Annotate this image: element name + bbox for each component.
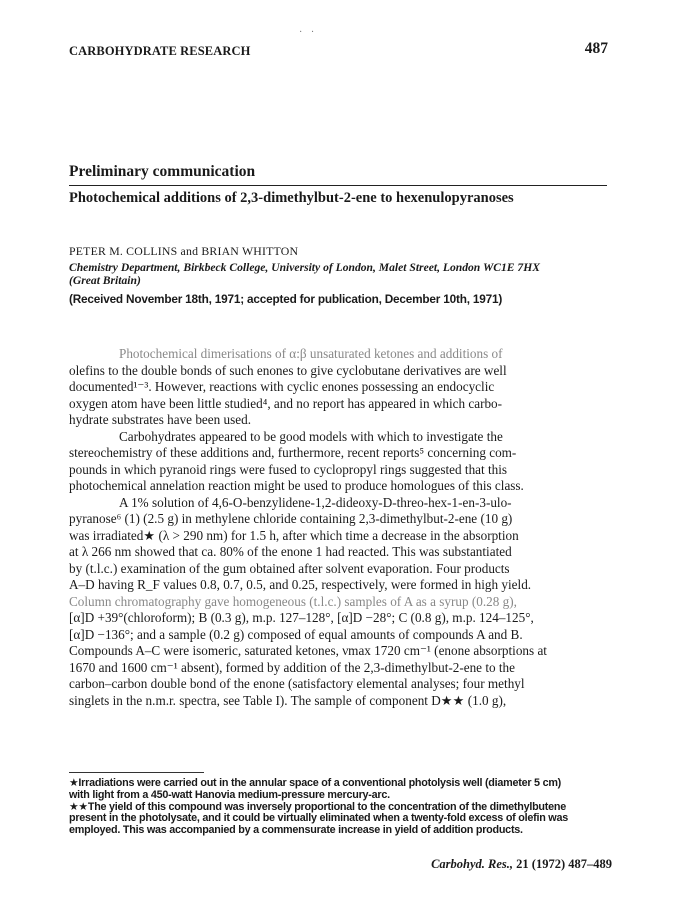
body-line: Photochemical dimerisations of α:β unsaturated ketones and additions of xyxy=(119,346,503,361)
running-header-journal: CARBOHYDRATE RESEARCH xyxy=(69,44,251,58)
body-line: Column chromatography gave homogeneous (t.l.c.) samples of A as a syrup (0.28 g), xyxy=(69,593,517,609)
body-line: documented¹⁻³. However, reactions with cyclic enones possessing an endocyclic xyxy=(69,379,495,394)
received-dates: (Received November 18th, 1971; accepted for publication, December 10th, 1971) xyxy=(69,292,503,306)
body-line: Compounds A–C were isomeric, saturated ketones, νmax 1720 cm⁻¹ (enone absorptions at xyxy=(69,643,547,658)
scan-speck: · · xyxy=(299,27,318,38)
citation-volume-pages: 21 (1972) 487–489 xyxy=(516,857,612,871)
body-line: Carbohydrates appeared to be good models with which to investigate the xyxy=(119,428,503,444)
author-affiliation xyxy=(69,262,614,287)
footnote-line: employed. This was accompanied by a commensurate increase in yield of addition products. xyxy=(69,824,523,837)
body-line: at λ 266 nm showed that ca. 80% of the enone 1 had reacted. This was substantiated xyxy=(69,544,512,559)
affiliation-line: Chemistry Department, Birkbeck College, University of London, Malet Street, London WC1E 7HX xyxy=(69,261,540,274)
body-line: carbon–carbon double bond of the enone (satisfactory elemental analyses; four methyl xyxy=(69,676,525,691)
running-header-page-number: 487 xyxy=(584,40,608,57)
footnotes xyxy=(69,778,614,837)
body-line: [α]D +39°(chloroform); B (0.3 g), m.p. 127–128°, [α]D −28°; C (0.8 g), m.p. 124–125°, xyxy=(69,610,534,625)
body-line: pounds in which pyranoid rings were fused to cyclopropyl rings suggested that this xyxy=(69,461,508,477)
body-line: by (t.l.c.) examination of the gum obtained after solvent evaporation. Four products xyxy=(69,560,510,576)
footnote-line: ★★The yield of this compound was inversely proportional to the concentration of the dimethylbutene xyxy=(69,800,566,813)
body-line: singlets in the n.m.r. spectra, see Table I). The sample of component D★★ (1.0 g), xyxy=(69,692,507,708)
body-line: hydrate substrates have been used. xyxy=(69,412,251,427)
section-label: Preliminary communication xyxy=(69,163,256,180)
body-line: A–D having R_F values 0.8, 0.7, 0.5, and 0.25, respectively, were formed in high yield. xyxy=(69,577,532,592)
footnote-line: with light from a 450-watt Hanovia medium-pressure mercury-arc. xyxy=(69,788,390,801)
body-line: olefins to the double bonds of such enones to give cyclobutane derivatives are well xyxy=(69,362,507,378)
body-line: pyranose⁶ (1) (2.5 g) in methylene chloride containing 2,3-dimethylbut-2-ene (10 g) xyxy=(69,511,513,526)
body-line: oxygen atom have been little studied⁴, and no report has appeared in which carbo- xyxy=(69,395,503,411)
footnote-line: present in the photolysate, and it could be virtually eliminated when a twenty-fold excess of olefin was xyxy=(69,812,568,825)
journal-citation xyxy=(431,857,612,872)
citation-journal: Carbohyd. Res., xyxy=(431,857,514,871)
body-line: photochemical annelation reaction might be used to produce homologues of this class. xyxy=(69,478,524,493)
affiliation-country: (Great Britain) xyxy=(69,273,141,287)
author-list: PETER M. COLLINS and BRIAN WHITTON xyxy=(69,244,299,258)
body-line: [α]D −136°; and a sample (0.2 g) composed of equal amounts of compounds A and B. xyxy=(69,626,523,642)
body-line: was irradiated★ (λ > 290 nm) for 1.5 h, after which time a decrease in the absorption xyxy=(69,527,519,543)
article-body xyxy=(69,346,611,709)
body-line: stereochemistry of these additions and, furthermore, recent reports⁵ concerning com- xyxy=(69,445,517,460)
footnote-divider xyxy=(69,772,204,773)
body-line: 1670 and 1600 cm⁻¹ absent), formed by addition of the 2,3-dimethylbut-2-ene to the xyxy=(69,659,515,675)
article-title: Photochemical additions of 2,3-dimethylbut-2-ene to hexenulopyranoses xyxy=(69,190,514,206)
body-line: A 1% solution of 4,6-O-benzylidene-1,2-dideoxy-D-threo-hex-1-en-3-ulo- xyxy=(119,494,512,510)
footnote-line: ★Irradiations were carried out in the annular space of a conventional photolysis well (diameter 5 cm) xyxy=(69,777,562,789)
title-divider xyxy=(69,185,607,186)
